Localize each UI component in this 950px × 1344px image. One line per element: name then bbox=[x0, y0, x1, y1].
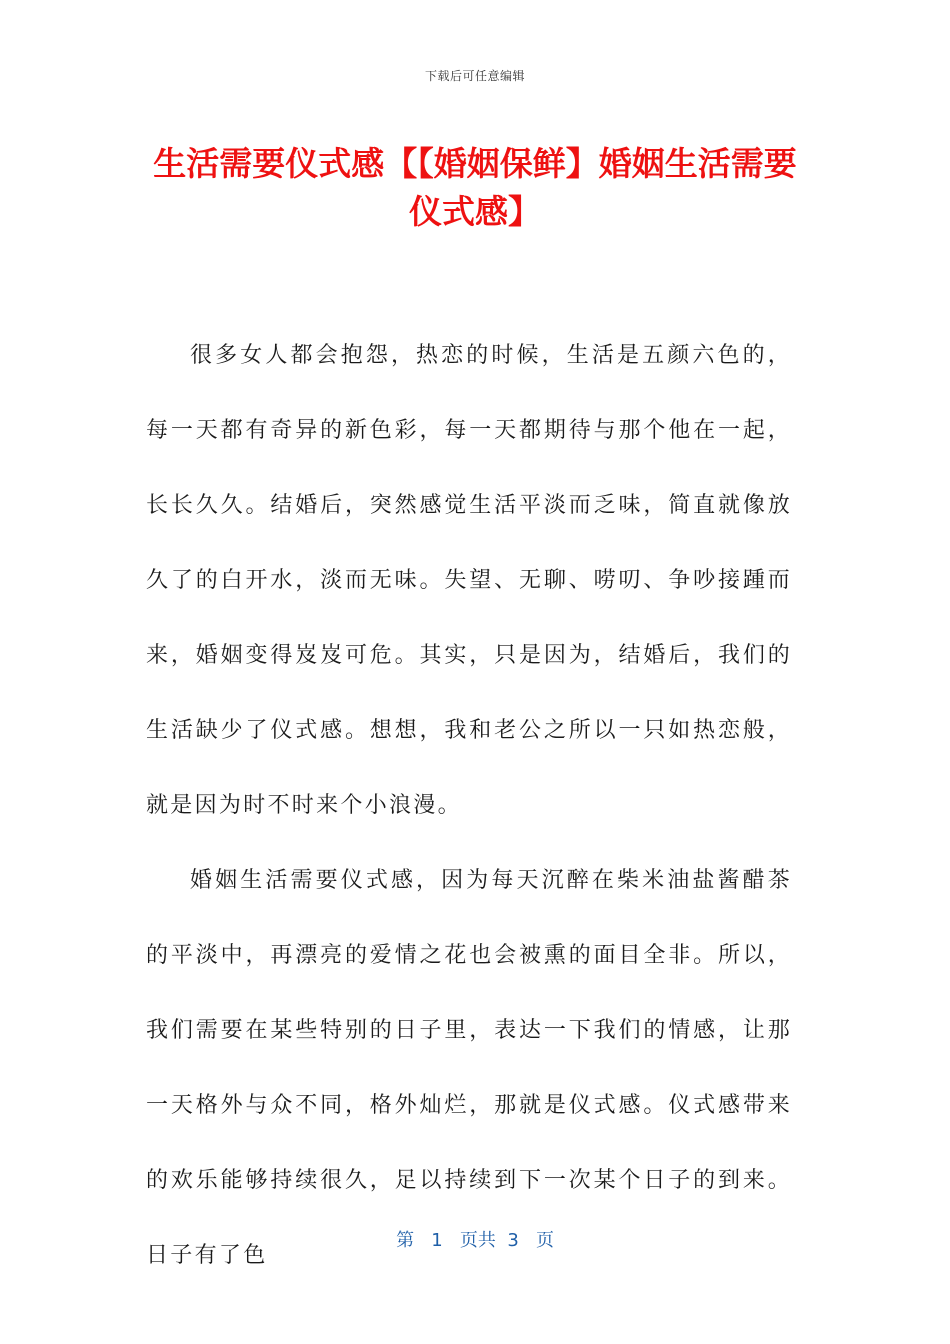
total-pages-number: 3 bbox=[507, 1230, 519, 1251]
footer-label-end: 页 bbox=[535, 1230, 554, 1251]
paragraph-1: 很多女人都会抱怨，热恋的时候，生活是五颜六色的，每一天都有奇异的新色彩，每一天都期待与那个他在一起，长长久久。结婚后，突然感觉生活平淡而乏味，简直就像放久了的白开水，淡而无味。失望、无聊、唠叨、争吵接踵而来，婚姻变得岌岌可危。其实，只是因为，结婚后，我们的生活缺少了仪式感。想想，我和老公之所以一只如热恋般，就是因为时不时来个小浪漫。 bbox=[146, 343, 792, 818]
header-note: 下载后可任意编辑 bbox=[424, 69, 525, 83]
document-body bbox=[146, 318, 792, 1293]
page-footer bbox=[0, 1226, 950, 1252]
current-page-number: 1 bbox=[431, 1230, 443, 1251]
footer-label-page: 第 bbox=[396, 1230, 415, 1251]
document-title: 生活需要仪式感【【婚姻保鲜】婚姻生活需要仪式感】 bbox=[153, 144, 797, 231]
footer-label-of: 页共 bbox=[459, 1230, 496, 1251]
paragraph-2: 婚姻生活需要仪式感，因为每天沉醉在柴米油盐酱醋茶的平淡中，再漂亮的爱情之花也会被熏的面目全非。所以，我们需要在某些特别的日子里，表达一下我们的情感，让那一天格外与众不同，格外灿烂，那就是仪式感。仪式感带来的欢乐能够持续很久，足以持续到下一次某个日子的到来。日子有了色 bbox=[146, 868, 792, 1268]
